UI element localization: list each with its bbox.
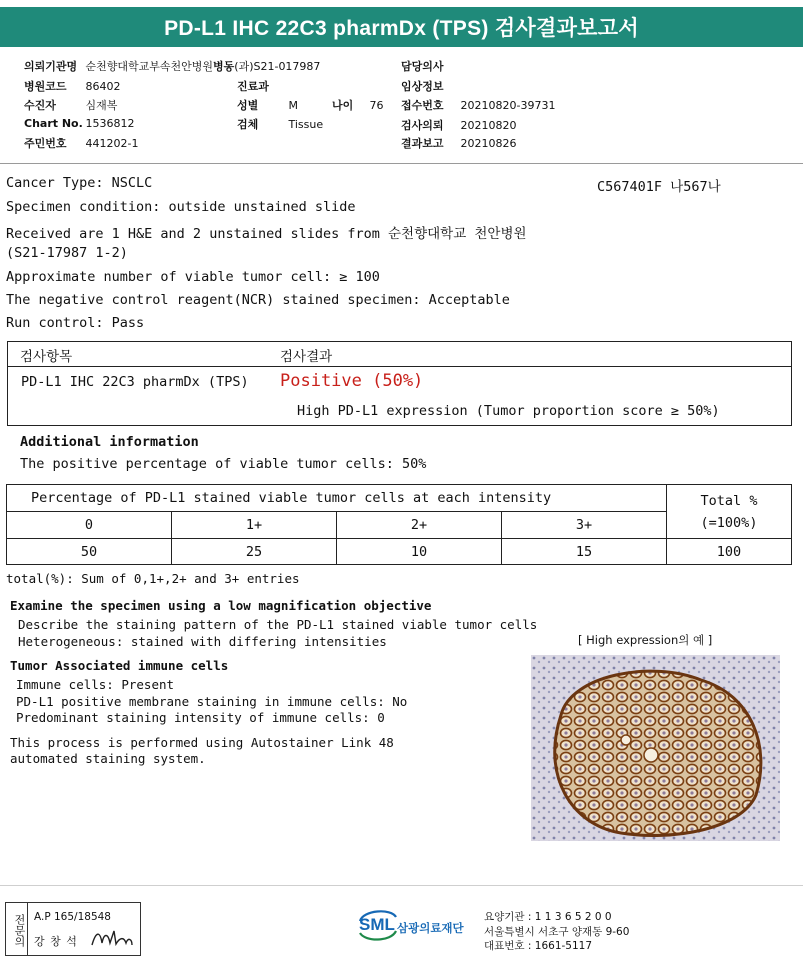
age-label: 나이 <box>332 99 354 112</box>
report-title: PD-L1 IHC 22C3 pharmDx (TPS) 검사결과보고서 <box>0 7 803 47</box>
dept-label: 진료과 <box>237 80 269 93</box>
report-label: 결과보고 <box>401 137 444 150</box>
col-item-label: 검사항목 <box>20 349 73 365</box>
high-expression-image <box>531 655 780 841</box>
signature-icon <box>90 927 134 949</box>
doctor-name: 강 창 석 <box>34 935 78 948</box>
histology-svg <box>531 655 780 841</box>
intensity-col-2: 2+ <box>337 512 502 539</box>
specimen-row <box>237 116 323 132</box>
chart-row <box>24 117 135 130</box>
clinical-label: 임상정보 <box>401 80 444 93</box>
report-value: 20210826 <box>460 137 517 150</box>
org-address: 서울특별시 서초구 양재동 9-60 <box>484 926 630 938</box>
institution-label: 의뢰기관명 <box>24 60 78 73</box>
request-row <box>401 117 517 133</box>
org-name: 삼광의료재단 <box>397 921 464 935</box>
sml-logo <box>357 907 464 947</box>
col-result-label: 검사결과 <box>280 349 333 365</box>
intensity-col-0: 0 <box>7 512 172 539</box>
ap-number: A.P 165/18548 <box>34 911 111 923</box>
test-name: PD-L1 IHC 22C3 pharmDx (TPS) <box>21 374 249 390</box>
clinical-row <box>401 78 444 94</box>
total-header-1: Total % <box>700 492 758 509</box>
additional-heading: Additional information <box>20 434 199 450</box>
specialist-label: 전문의 <box>6 903 28 955</box>
intensity-value-0: 50 <box>7 539 172 565</box>
slide-ref: (S21-17987 1-2) <box>6 245 128 261</box>
approx-tumor-cells: Approximate number of viable tumor cell: ≥ 100 <box>6 269 380 285</box>
institution-value: 순천향대학교부속천안병원 <box>85 60 214 73</box>
cancer-type: Cancer Type: NSCLC <box>6 175 153 191</box>
ward-value: (과)S21-017987 <box>234 60 321 73</box>
intensity-table <box>6 484 792 565</box>
immune-heading: Tumor Associated immune cells <box>10 658 229 673</box>
specimen-condition: Specimen condition: outside unstained slide <box>6 199 356 215</box>
resident-value: 441202-1 <box>85 137 139 150</box>
intensity-value-3: 15 <box>502 539 667 565</box>
patient-label: 수진자 <box>24 99 56 112</box>
intensity-value-2: 10 <box>337 539 502 565</box>
org-phone: 대표번호 : 1661-5117 <box>484 940 593 952</box>
receipt-label: 접수번호 <box>401 99 444 112</box>
patient-value: 심재복 <box>85 99 118 112</box>
resident-label: 주민번호 <box>24 137 67 150</box>
doctor-row <box>401 58 444 74</box>
intensity-col-1: 1+ <box>172 512 337 539</box>
chart-value: 1536812 <box>85 117 135 130</box>
header-divider <box>0 163 803 164</box>
resident-row <box>24 135 138 151</box>
table-note: total(%): Sum of 0,1+,2+ and 3+ entries <box>6 571 300 586</box>
intensity-total: 100 <box>667 539 792 565</box>
request-value: 20210820 <box>460 119 517 132</box>
specimen-value: Tissue <box>288 118 324 131</box>
patient-row <box>24 97 117 113</box>
intensity-value-1: 25 <box>172 539 337 565</box>
result-box <box>7 341 792 426</box>
sex-value: M <box>288 99 298 112</box>
chart-label: Chart No. <box>24 117 83 130</box>
receipt-row <box>401 97 555 113</box>
ward-label: 병동 <box>213 60 235 73</box>
test-result: Positive (50%) <box>280 371 424 391</box>
footer-divider <box>0 885 803 886</box>
specimen-label: 검체 <box>237 118 259 131</box>
intensity-table-header: Percentage of PD-L1 stained viable tumor cells at each intensity <box>7 485 667 512</box>
sml-logo-text: SML <box>359 915 395 934</box>
agency-number: 요양기관 : 1 1 3 6 5 2 0 0 <box>484 911 612 923</box>
hospital-code-value: 86402 <box>85 80 121 93</box>
dept-row <box>237 78 269 94</box>
intensity-col-3: 3+ <box>502 512 667 539</box>
ncr-result: The negative control reagent(NCR) stained specimen: Acceptable <box>6 292 510 308</box>
expression-level: High PD-L1 expression (Tumor proportion score ≥ 50%) <box>297 403 720 419</box>
examine-line1: Describe the staining pattern of the PD-L1 stained viable tumor cells <box>18 617 538 632</box>
image-caption: [ High expression의 예 ] <box>578 633 713 647</box>
report-row <box>401 135 517 151</box>
total-header-2: (=100%) <box>700 514 758 531</box>
run-control: Run control: Pass <box>6 315 145 331</box>
result-box-divider <box>8 366 791 367</box>
receipt-value: 20210820-39731 <box>460 99 556 112</box>
request-label: 검사의뢰 <box>401 119 444 132</box>
hospital-code-label: 병원코드 <box>24 80 67 93</box>
immune-line2: PD-L1 positive membrane staining in immune cells: No <box>16 694 408 709</box>
doctor-label: 담당의사 <box>401 60 444 73</box>
examine-heading: Examine the specimen using a low magnification objective <box>10 598 432 613</box>
hospital-code-row <box>24 78 121 94</box>
sex-label: 성별 <box>237 99 259 112</box>
sex-age-row <box>237 97 384 113</box>
specialist-box <box>5 902 141 956</box>
process-line1: This process is performed using Autostainer Link 48 <box>10 735 394 750</box>
age-value: 76 <box>369 99 384 112</box>
positive-percentage: The positive percentage of viable tumor cells: 50% <box>20 456 427 472</box>
immune-line3: Predominant staining intensity of immune cells: 0 <box>16 710 385 725</box>
received-slides: Received are 1 H&E and 2 unstained slides from 순천향대학교 천안병원 <box>6 226 527 242</box>
process-line2: automated staining system. <box>10 751 206 766</box>
examine-line2: Heterogeneous: stained with differing intensities <box>18 634 387 649</box>
total-header-cell <box>667 485 792 539</box>
specimen-code: C567401F 나567나 <box>597 179 721 195</box>
institution-row <box>24 58 320 74</box>
immune-line1: Immune cells: Present <box>16 677 175 692</box>
